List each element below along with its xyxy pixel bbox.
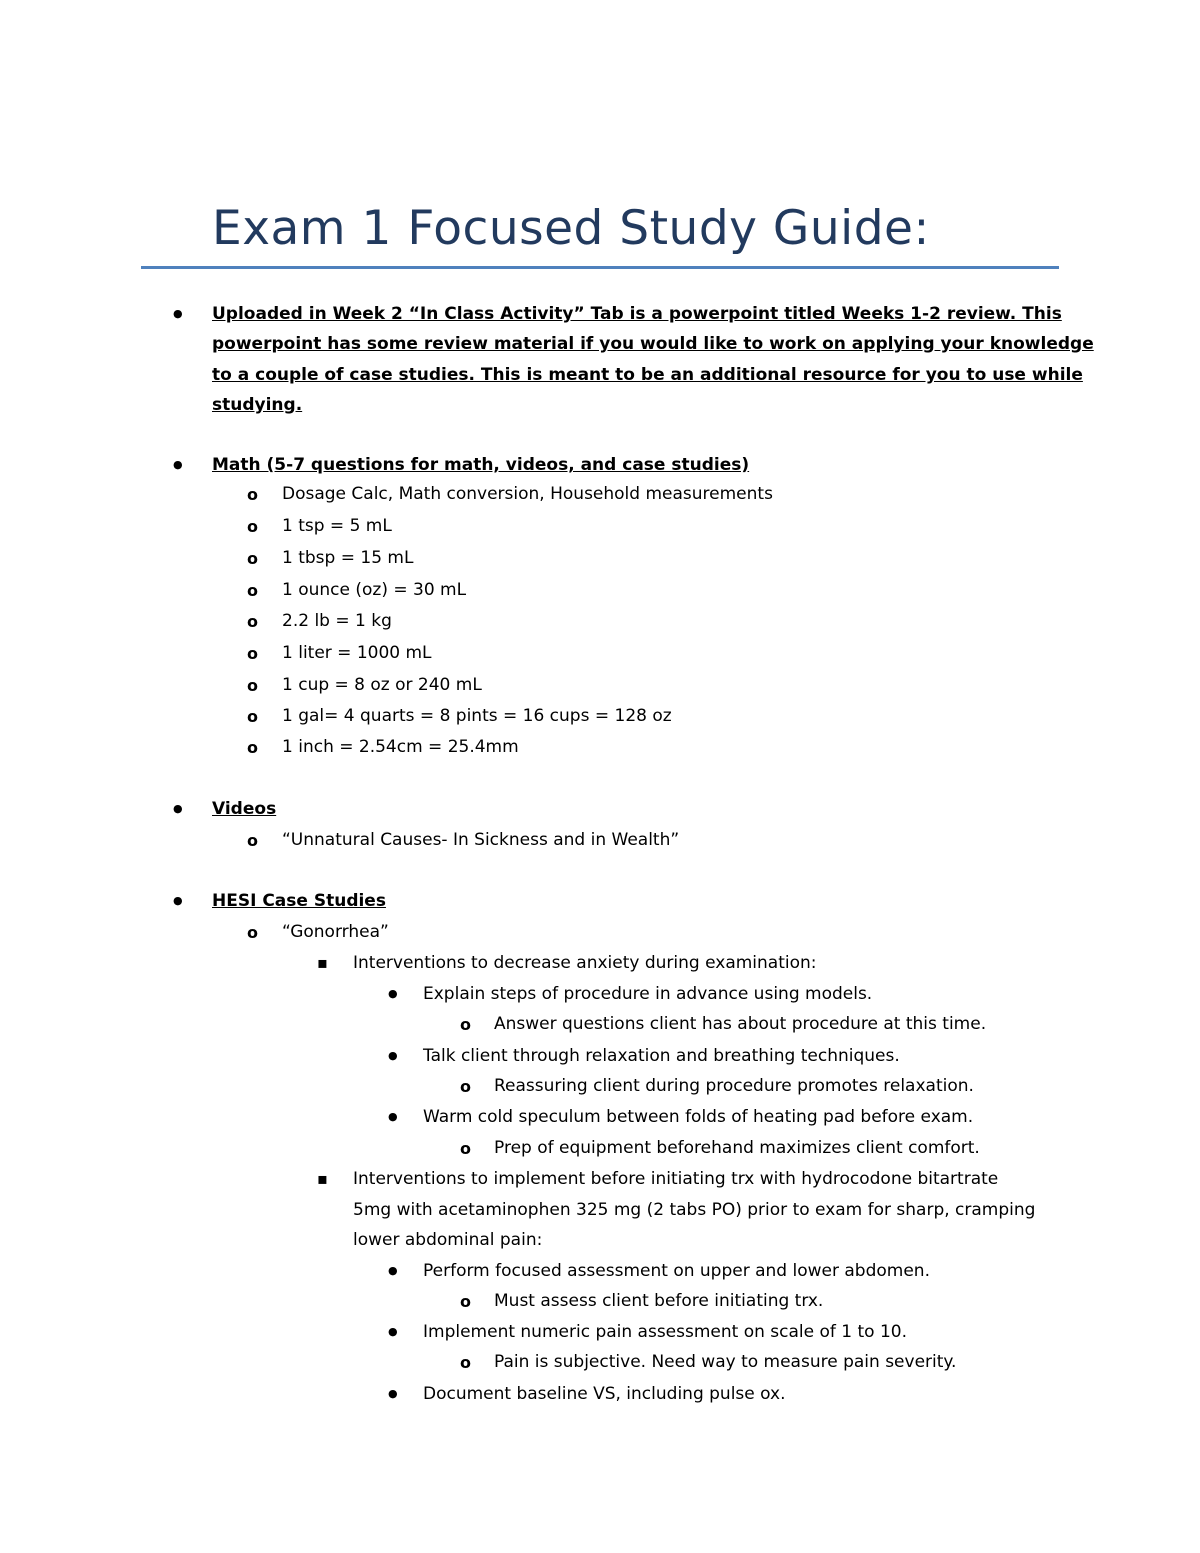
circle-bullet-icon: o xyxy=(247,581,258,600)
math-item: Dosage Calc, Math conversion, Household measurements xyxy=(282,484,773,504)
pain-subitem: Pain is subjective. Need way to measure pain severity. xyxy=(494,1352,957,1372)
circle-bullet-icon: o xyxy=(460,1353,471,1372)
pain-heading-line-2: 5mg with acetaminophen 325 mg (2 tabs PO) prior to exam for sharp, cramping xyxy=(353,1200,1036,1220)
circle-bullet-icon: o xyxy=(247,923,258,942)
pain-item: Implement numeric pain assessment on scale of 1 to 10. xyxy=(423,1322,908,1342)
bullet-dot-icon xyxy=(388,982,398,1005)
bullet-dot-icon xyxy=(388,1259,398,1282)
circle-bullet-icon: o xyxy=(247,831,258,850)
anxiety-subitem: Reassuring client during procedure promotes relaxation. xyxy=(494,1076,974,1096)
intro-line-3: to a couple of case studies. This is meant to be an additional resource for you to use while xyxy=(212,365,1083,385)
circle-bullet-icon: o xyxy=(247,612,258,631)
anxiety-subitem: Answer questions client has about procedure at this time. xyxy=(494,1014,987,1034)
math-item: 1 liter = 1000 mL xyxy=(282,643,432,663)
math-item: 2.2 lb = 1 kg xyxy=(282,611,392,631)
math-item: 1 cup = 8 oz or 240 mL xyxy=(282,675,482,695)
circle-bullet-icon: o xyxy=(247,738,258,757)
intro-line-4: studying. xyxy=(212,395,303,415)
anxiety-subitem: Prep of equipment beforehand maximizes client comfort. xyxy=(494,1138,980,1158)
bullet-dot-icon xyxy=(173,453,183,476)
circle-bullet-icon: o xyxy=(247,517,258,536)
bullet-dot-icon xyxy=(173,797,183,820)
pain-heading-line-3: lower abdominal pain: xyxy=(353,1230,543,1250)
pain-heading-line-1: Interventions to implement before initiating trx with hydrocodone bitartrate xyxy=(353,1169,999,1189)
circle-bullet-icon: o xyxy=(247,485,258,504)
square-bullet-icon xyxy=(317,952,328,975)
bullet-dot-icon xyxy=(388,1044,398,1067)
anxiety-item: Explain steps of procedure in advance using models. xyxy=(423,984,873,1004)
circle-bullet-icon: o xyxy=(247,549,258,568)
bullet-dot-icon xyxy=(388,1320,398,1343)
math-heading: Math (5-7 questions for math, videos, and case studies) xyxy=(212,455,750,475)
circle-bullet-icon: o xyxy=(247,644,258,663)
page-title: Exam 1 Focused Study Guide: xyxy=(212,201,930,256)
math-item: 1 inch = 2.54cm = 25.4mm xyxy=(282,737,519,757)
video-item: “Unnatural Causes- In Sickness and in Wealth” xyxy=(282,830,680,850)
circle-bullet-icon: o xyxy=(460,1015,471,1034)
bullet-dot-icon xyxy=(388,1105,398,1128)
circle-bullet-icon: o xyxy=(247,707,258,726)
hesi-heading: HESI Case Studies xyxy=(212,891,386,911)
title-underline-rule xyxy=(141,266,1059,269)
circle-bullet-icon: o xyxy=(460,1139,471,1158)
math-item: 1 ounce (oz) = 30 mL xyxy=(282,580,467,600)
math-item: 1 gal= 4 quarts = 8 pints = 16 cups = 128 oz xyxy=(282,706,672,726)
pain-item: Document baseline VS, including pulse ox. xyxy=(423,1384,786,1404)
square-bullet-icon xyxy=(317,1168,328,1191)
intro-line-2: powerpoint has some review material if you would like to work on applying your knowledge xyxy=(212,334,1094,354)
circle-bullet-icon: o xyxy=(460,1292,471,1311)
circle-bullet-icon: o xyxy=(460,1077,471,1096)
circle-bullet-icon: o xyxy=(247,676,258,695)
math-item: 1 tsp = 5 mL xyxy=(282,516,392,536)
hesi-case-name: “Gonorrhea” xyxy=(282,922,389,942)
pain-item: Perform focused assessment on upper and lower abdomen. xyxy=(423,1261,930,1281)
pain-subitem: Must assess client before initiating trx. xyxy=(494,1291,824,1311)
math-item: 1 tbsp = 15 mL xyxy=(282,548,414,568)
bullet-dot-icon xyxy=(173,889,183,912)
anxiety-item: Warm cold speculum between folds of heating pad before exam. xyxy=(423,1107,974,1127)
bullet-dot-icon xyxy=(173,302,183,325)
anxiety-heading: Interventions to decrease anxiety during examination: xyxy=(353,953,817,973)
videos-heading: Videos xyxy=(212,799,277,819)
bullet-dot-icon xyxy=(388,1382,398,1405)
anxiety-item: Talk client through relaxation and breathing techniques. xyxy=(423,1046,900,1066)
intro-line-1: Uploaded in Week 2 “In Class Activity” Tab is a powerpoint titled Weeks 1-2 review. This xyxy=(212,304,1062,324)
